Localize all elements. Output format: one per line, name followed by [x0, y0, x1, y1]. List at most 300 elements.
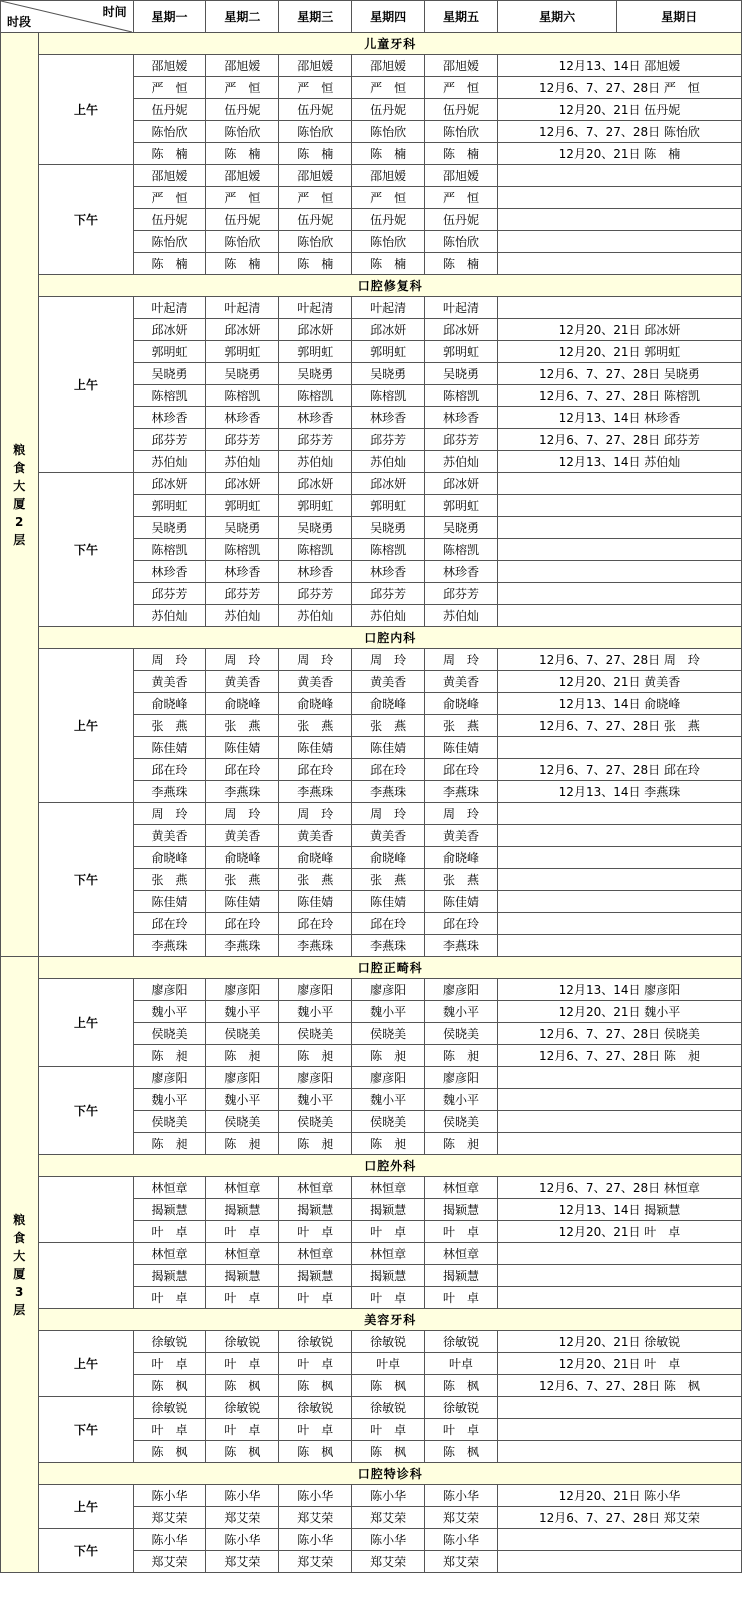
doctor-cell: 叶 卓: [279, 1353, 352, 1375]
doctor-cell: 吴晓勇: [133, 363, 206, 385]
doctor-cell: 吴晓勇: [279, 363, 352, 385]
doctor-cell: 邱冰妍: [279, 319, 352, 341]
doctor-cell: 侯晓美: [206, 1111, 279, 1133]
doctor-cell: 揭颖慧: [279, 1199, 352, 1221]
day-header-fri: 星期五: [425, 1, 498, 33]
doctor-cell: 侯晓美: [279, 1023, 352, 1045]
floor-label-char: 大: [13, 478, 27, 493]
doctor-cell: 陈 枫: [206, 1375, 279, 1397]
doctor-cell: 陈 昶: [425, 1133, 498, 1155]
doctor-cell: 陈怡欣: [279, 231, 352, 253]
weekend-cell: 12月13、14日 林珍香: [497, 407, 741, 429]
doctor-cell: 陈小华: [425, 1529, 498, 1551]
doctor-cell: 吴晓勇: [279, 517, 352, 539]
corner-time-label: 时间: [102, 5, 127, 19]
doctor-cell: 俞晓峰: [279, 693, 352, 715]
doctor-cell: 林恒章: [133, 1243, 206, 1265]
doctor-cell: 揭颖慧: [206, 1265, 279, 1287]
doctor-cell: 郑艾荣: [425, 1551, 498, 1573]
weekend-cell: 12月13、14日 李燕珠: [497, 781, 741, 803]
doctor-cell: 陈怡欣: [206, 121, 279, 143]
doctor-cell: 黄美香: [352, 671, 425, 693]
doctor-cell: 陈 昶: [279, 1045, 352, 1067]
doctor-cell: 叶起清: [352, 297, 425, 319]
doctor-cell: 张 燕: [352, 715, 425, 737]
doctor-cell: 张 燕: [352, 869, 425, 891]
floor-label-char: 2: [15, 514, 25, 529]
doctor-cell: 邱芬芳: [206, 583, 279, 605]
doctor-cell: 张 燕: [425, 715, 498, 737]
session-label: 上午: [39, 55, 133, 165]
doctor-cell: 林恒章: [206, 1177, 279, 1199]
doctor-cell: 严 恒: [133, 187, 206, 209]
doctor-cell: 严 恒: [206, 77, 279, 99]
doctor-cell: 李燕珠: [352, 781, 425, 803]
day-header-wed: 星期三: [279, 1, 352, 33]
doctor-cell: 邱在玲: [133, 913, 206, 935]
doctor-cell: 陈榕凯: [425, 539, 498, 561]
weekend-cell: [497, 913, 741, 935]
session-label: 下午: [39, 165, 133, 275]
doctor-cell: 廖彦阳: [206, 979, 279, 1001]
weekend-cell: 12月20、21日 徐敏锐: [497, 1331, 741, 1353]
doctor-cell: 陈小华: [133, 1529, 206, 1551]
floor-label-char: 层: [13, 1302, 27, 1317]
doctor-cell: 伍丹妮: [425, 209, 498, 231]
weekend-cell: 12月6、7、27、28日 郑艾荣: [497, 1507, 741, 1529]
doctor-cell: 林恒章: [133, 1177, 206, 1199]
doctor-cell: 邱在玲: [279, 913, 352, 935]
table-row: [1, 55, 742, 77]
weekend-cell: 12月20、21日 黄美香: [497, 671, 741, 693]
doctor-cell: 邵旭嫒: [279, 55, 352, 77]
doctor-cell: 林恒章: [279, 1243, 352, 1265]
doctor-cell: 陈 枫: [133, 1441, 206, 1463]
doctor-cell: 陈榕凯: [206, 539, 279, 561]
doctor-cell: 廖彦阳: [279, 979, 352, 1001]
doctor-cell: 陈怡欣: [133, 231, 206, 253]
table-row: [1, 979, 742, 1001]
doctor-cell: 伍丹妮: [133, 209, 206, 231]
doctor-cell: 廖彦阳: [352, 979, 425, 1001]
doctor-cell: 揭颖慧: [425, 1199, 498, 1221]
doctor-cell: 张 燕: [206, 715, 279, 737]
doctor-cell: 郑艾荣: [352, 1551, 425, 1573]
doctor-cell: 林恒章: [352, 1243, 425, 1265]
weekend-cell: 12月13、14日 俞晓峰: [497, 693, 741, 715]
weekend-cell: 12月13、14日 揭颖慧: [497, 1199, 741, 1221]
weekend-cell: [497, 891, 741, 913]
doctor-cell: 陈 昶: [352, 1133, 425, 1155]
table-row: [1, 1331, 742, 1353]
doctor-cell: 郭明虹: [279, 341, 352, 363]
doctor-cell: 李燕珠: [206, 781, 279, 803]
doctor-cell: 张 燕: [425, 869, 498, 891]
doctor-cell: 陈 枫: [352, 1441, 425, 1463]
doctor-cell: 陈怡欣: [425, 231, 498, 253]
doctor-cell: 林恒章: [425, 1243, 498, 1265]
doctor-cell: 叶 卓: [425, 1221, 498, 1243]
doctor-cell: 郭明虹: [279, 495, 352, 517]
department-row: [1, 1155, 742, 1177]
doctor-cell: 叶 卓: [352, 1221, 425, 1243]
doctor-cell: 黄美香: [425, 825, 498, 847]
session-label: 上午: [39, 297, 133, 473]
doctor-cell: 邱在玲: [425, 759, 498, 781]
doctor-cell: 陈 楠: [206, 253, 279, 275]
weekend-cell: [497, 231, 741, 253]
doctor-cell: 叶 卓: [425, 1419, 498, 1441]
department-row: [1, 1309, 742, 1331]
weekend-cell: 12月20、21日 魏小平: [497, 1001, 741, 1023]
doctor-cell: 揭颖慧: [133, 1199, 206, 1221]
weekend-cell: [497, 1419, 741, 1441]
doctor-cell: 俞晓峰: [133, 847, 206, 869]
session-label: [39, 1177, 133, 1243]
doctor-cell: 邵旭嫒: [206, 55, 279, 77]
doctor-cell: 苏伯灿: [352, 605, 425, 627]
doctor-cell: 魏小平: [206, 1089, 279, 1111]
doctor-cell: 魏小平: [425, 1001, 498, 1023]
doctor-cell: 苏伯灿: [133, 605, 206, 627]
doctor-cell: 邱芬芳: [133, 429, 206, 451]
doctor-cell: 陈小华: [425, 1485, 498, 1507]
weekend-cell: [497, 165, 741, 187]
weekend-cell: [497, 1265, 741, 1287]
doctor-cell: 严 恒: [133, 77, 206, 99]
doctor-cell: 黄美香: [133, 825, 206, 847]
weekend-cell: [497, 1397, 741, 1419]
doctor-cell: 陈怡欣: [206, 231, 279, 253]
department-title: 口腔特诊科: [39, 1463, 742, 1485]
doctor-cell: 邱芬芳: [425, 583, 498, 605]
doctor-cell: 廖彦阳: [425, 979, 498, 1001]
doctor-cell: 叶起清: [425, 297, 498, 319]
doctor-cell: 陈佳婧: [425, 737, 498, 759]
doctor-cell: 苏伯灿: [206, 451, 279, 473]
doctor-cell: 林恒章: [279, 1177, 352, 1199]
doctor-cell: 叶 卓: [352, 1287, 425, 1309]
doctor-cell: 黄美香: [206, 825, 279, 847]
doctor-cell: 苏伯灿: [133, 451, 206, 473]
doctor-cell: 李燕珠: [133, 781, 206, 803]
doctor-cell: 俞晓峰: [352, 847, 425, 869]
doctor-cell: 邱在玲: [352, 759, 425, 781]
doctor-cell: 周 玲: [425, 649, 498, 671]
doctor-cell: 邱芬芳: [133, 583, 206, 605]
doctor-cell: 陈 昶: [352, 1045, 425, 1067]
weekend-cell: [497, 605, 741, 627]
weekend-cell: [497, 1089, 741, 1111]
session-label: 上午: [39, 649, 133, 803]
doctor-cell: 揭颖慧: [352, 1265, 425, 1287]
doctor-cell: 邵旭嫒: [206, 165, 279, 187]
doctor-cell: 林珍香: [279, 407, 352, 429]
doctor-cell: 黄美香: [352, 825, 425, 847]
doctor-cell: 陈佳婧: [352, 891, 425, 913]
doctor-cell: 揭颖慧: [425, 1265, 498, 1287]
doctor-cell: 邵旭嫒: [279, 165, 352, 187]
doctor-cell: 叶起清: [206, 297, 279, 319]
doctor-cell: 揭颖慧: [352, 1199, 425, 1221]
doctor-cell: 郭明虹: [206, 341, 279, 363]
doctor-cell: 陈 楠: [279, 253, 352, 275]
doctor-cell: 周 玲: [206, 803, 279, 825]
table-row: [1, 1485, 742, 1507]
doctor-cell: 严 恒: [352, 187, 425, 209]
doctor-cell: 邱冰妍: [425, 319, 498, 341]
weekend-cell: [497, 737, 741, 759]
doctor-cell: 叶 卓: [206, 1287, 279, 1309]
doctor-cell: 张 燕: [206, 869, 279, 891]
doctor-cell: 陈小华: [206, 1485, 279, 1507]
doctor-cell: 邱冰妍: [352, 319, 425, 341]
doctor-cell: 邵旭嫒: [352, 55, 425, 77]
department-title: 口腔修复科: [39, 275, 742, 297]
doctor-cell: 陈佳婧: [206, 891, 279, 913]
doctor-cell: 林珍香: [206, 561, 279, 583]
doctor-cell: 林珍香: [133, 561, 206, 583]
doctor-cell: 陈小华: [206, 1529, 279, 1551]
weekend-cell: 12月6、7、27、28日 林恒章: [497, 1177, 741, 1199]
weekend-cell: [497, 869, 741, 891]
doctor-cell: 苏伯灿: [279, 451, 352, 473]
floor-label-char: 3: [15, 1284, 25, 1299]
doctor-cell: 邱芬芳: [206, 429, 279, 451]
weekend-cell: 12月6、7、27、28日 严 恒: [497, 77, 741, 99]
table-row: [1, 1243, 742, 1265]
doctor-cell: 陈 昶: [279, 1133, 352, 1155]
doctor-cell: 郑艾荣: [279, 1551, 352, 1573]
doctor-cell: 叶 卓: [279, 1419, 352, 1441]
doctor-cell: 邱冰妍: [279, 473, 352, 495]
weekend-cell: 12月20、21日 陈 楠: [497, 143, 741, 165]
doctor-cell: 魏小平: [352, 1001, 425, 1023]
doctor-cell: 叶起清: [279, 297, 352, 319]
doctor-cell: 林珍香: [352, 561, 425, 583]
doctor-cell: 张 燕: [133, 869, 206, 891]
doctor-cell: 陈 楠: [206, 143, 279, 165]
doctor-cell: 叶 卓: [206, 1221, 279, 1243]
doctor-cell: 叶起清: [133, 297, 206, 319]
doctor-cell: 李燕珠: [279, 935, 352, 957]
doctor-cell: 伍丹妮: [279, 99, 352, 121]
doctor-cell: 陈小华: [279, 1485, 352, 1507]
weekend-cell: 12月6、7、27、28日 陈怡欣: [497, 121, 741, 143]
floor-label-char: 大: [13, 1248, 27, 1263]
weekend-cell: [497, 187, 741, 209]
table-row: [1, 165, 742, 187]
doctor-cell: 陈佳婧: [425, 891, 498, 913]
weekend-cell: 12月6、7、27、28日 周 玲: [497, 649, 741, 671]
doctor-cell: 魏小平: [352, 1089, 425, 1111]
doctor-cell: 周 玲: [279, 803, 352, 825]
doctor-cell: 叶卓: [352, 1353, 425, 1375]
doctor-cell: 郭明虹: [352, 341, 425, 363]
doctor-cell: 李燕珠: [425, 935, 498, 957]
doctor-cell: 徐敏锐: [206, 1397, 279, 1419]
doctor-cell: 陈榕凯: [133, 539, 206, 561]
doctor-cell: 苏伯灿: [425, 605, 498, 627]
doctor-cell: 叶 卓: [352, 1419, 425, 1441]
doctor-cell: 邱芬芳: [279, 583, 352, 605]
doctor-cell: 邱在玲: [206, 913, 279, 935]
doctor-cell: 陈 楠: [425, 253, 498, 275]
session-label: 下午: [39, 473, 133, 627]
doctor-cell: 魏小平: [133, 1001, 206, 1023]
doctor-cell: 伍丹妮: [279, 209, 352, 231]
department-title: 美容牙科: [39, 1309, 742, 1331]
doctor-cell: 陈 枫: [279, 1375, 352, 1397]
doctor-cell: 魏小平: [279, 1001, 352, 1023]
doctor-cell: 揭颖慧: [279, 1265, 352, 1287]
doctor-cell: 陈 楠: [279, 143, 352, 165]
doctor-cell: 吴晓勇: [206, 517, 279, 539]
doctor-cell: 周 玲: [352, 803, 425, 825]
doctor-cell: 陈 昶: [206, 1133, 279, 1155]
department-row: [1, 957, 742, 979]
table-row: [1, 649, 742, 671]
doctor-cell: 严 恒: [425, 187, 498, 209]
doctor-cell: 郑艾荣: [133, 1507, 206, 1529]
doctor-cell: 郭明虹: [133, 495, 206, 517]
doctor-cell: 吴晓勇: [206, 363, 279, 385]
doctor-cell: 侯晓美: [425, 1023, 498, 1045]
doctor-cell: 邱冰妍: [425, 473, 498, 495]
doctor-cell: 陈佳婧: [206, 737, 279, 759]
doctor-cell: 徐敏锐: [352, 1331, 425, 1353]
department-title: 口腔正畸科: [39, 957, 742, 979]
header-row: [1, 1, 742, 33]
doctor-cell: 吴晓勇: [425, 517, 498, 539]
doctor-cell: 邱冰妍: [206, 319, 279, 341]
doctor-cell: 严 恒: [279, 77, 352, 99]
doctor-cell: 叶 卓: [206, 1353, 279, 1375]
doctor-cell: 陈榕凯: [279, 539, 352, 561]
doctor-cell: 俞晓峰: [425, 847, 498, 869]
weekend-cell: [497, 935, 741, 957]
schedule-body: [1, 1, 742, 1573]
session-label: 下午: [39, 1397, 133, 1463]
doctor-cell: 周 玲: [206, 649, 279, 671]
day-header-sun: 星期日: [617, 1, 742, 33]
corner-cell: [1, 1, 134, 33]
doctor-cell: 严 恒: [352, 77, 425, 99]
doctor-cell: 林珍香: [206, 407, 279, 429]
doctor-cell: 陈小华: [279, 1529, 352, 1551]
doctor-cell: 邱芬芳: [425, 429, 498, 451]
doctor-cell: 侯晓美: [279, 1111, 352, 1133]
doctor-cell: 林恒章: [206, 1243, 279, 1265]
table-row: [1, 1529, 742, 1551]
department-row: [1, 33, 742, 55]
doctor-cell: 叶 卓: [279, 1221, 352, 1243]
weekend-cell: 12月6、7、27、28日 邱芬芳: [497, 429, 741, 451]
doctor-cell: 苏伯灿: [279, 605, 352, 627]
weekend-cell: [497, 803, 741, 825]
doctor-cell: 徐敏锐: [133, 1331, 206, 1353]
weekend-cell: [497, 473, 741, 495]
doctor-cell: 伍丹妮: [352, 209, 425, 231]
doctor-cell: 陈佳婧: [352, 737, 425, 759]
doctor-cell: 叶 卓: [133, 1353, 206, 1375]
weekend-cell: [497, 825, 741, 847]
doctor-cell: 陈佳婧: [133, 891, 206, 913]
doctor-cell: 吴晓勇: [425, 363, 498, 385]
doctor-cell: 侯晓美: [425, 1111, 498, 1133]
doctor-cell: 俞晓峰: [206, 693, 279, 715]
doctor-cell: 廖彦阳: [425, 1067, 498, 1089]
session-label: 下午: [39, 1067, 133, 1155]
floor-label-char: 层: [13, 532, 27, 547]
doctor-cell: 陈 枫: [133, 1375, 206, 1397]
doctor-cell: 陈怡欣: [425, 121, 498, 143]
doctor-cell: 郭明虹: [206, 495, 279, 517]
floor-label-char: 食: [13, 460, 27, 475]
session-label: [39, 1243, 133, 1309]
doctor-cell: 郑艾荣: [206, 1551, 279, 1573]
weekend-cell: [497, 539, 741, 561]
day-header-mon: 星期一: [133, 1, 206, 33]
doctor-cell: 周 玲: [279, 649, 352, 671]
weekend-cell: 12月6、7、27、28日 陈 昶: [497, 1045, 741, 1067]
doctor-cell: 李燕珠: [133, 935, 206, 957]
doctor-cell: 陈小华: [352, 1485, 425, 1507]
doctor-cell: 俞晓峰: [279, 847, 352, 869]
doctor-cell: 廖彦阳: [206, 1067, 279, 1089]
doctor-cell: 徐敏锐: [206, 1331, 279, 1353]
doctor-cell: 俞晓峰: [425, 693, 498, 715]
doctor-cell: 黄美香: [279, 671, 352, 693]
floor-label: [1, 957, 39, 1573]
corner-session-label: 时段: [7, 15, 32, 29]
doctor-cell: 陈榕凯: [279, 385, 352, 407]
doctor-cell: 陈小华: [352, 1529, 425, 1551]
doctor-cell: 郭明虹: [352, 495, 425, 517]
doctor-cell: 张 燕: [279, 715, 352, 737]
session-label: 上午: [39, 1485, 133, 1529]
weekend-cell: 12月6、7、27、28日 侯晓美: [497, 1023, 741, 1045]
department-row: [1, 275, 742, 297]
doctor-cell: 邱芬芳: [352, 429, 425, 451]
doctor-cell: 林珍香: [425, 561, 498, 583]
weekend-cell: 12月6、7、27、28日 吴晓勇: [497, 363, 741, 385]
weekend-cell: 12月13、14日 苏伯灿: [497, 451, 741, 473]
doctor-cell: 陈 枫: [206, 1441, 279, 1463]
weekend-cell: [497, 209, 741, 231]
floor-label: [1, 33, 39, 957]
doctor-cell: 叶 卓: [425, 1287, 498, 1309]
doctor-cell: 苏伯灿: [352, 451, 425, 473]
doctor-cell: 陈 昶: [133, 1045, 206, 1067]
doctor-cell: 伍丹妮: [206, 209, 279, 231]
doctor-cell: 伍丹妮: [206, 99, 279, 121]
doctor-cell: 林珍香: [133, 407, 206, 429]
department-title: 口腔外科: [39, 1155, 742, 1177]
doctor-cell: 陈佳婧: [279, 737, 352, 759]
weekend-cell: [497, 583, 741, 605]
doctor-cell: 魏小平: [279, 1089, 352, 1111]
doctor-cell: 邱冰妍: [133, 473, 206, 495]
doctor-cell: 林恒章: [425, 1177, 498, 1199]
weekend-cell: 12月6、7、27、28日 陈榕凯: [497, 385, 741, 407]
doctor-cell: 吴晓勇: [352, 363, 425, 385]
doctor-cell: 郭明虹: [425, 341, 498, 363]
doctor-cell: 伍丹妮: [352, 99, 425, 121]
doctor-cell: 陈 楠: [352, 253, 425, 275]
weekend-cell: [497, 297, 741, 319]
doctor-cell: 严 恒: [206, 187, 279, 209]
